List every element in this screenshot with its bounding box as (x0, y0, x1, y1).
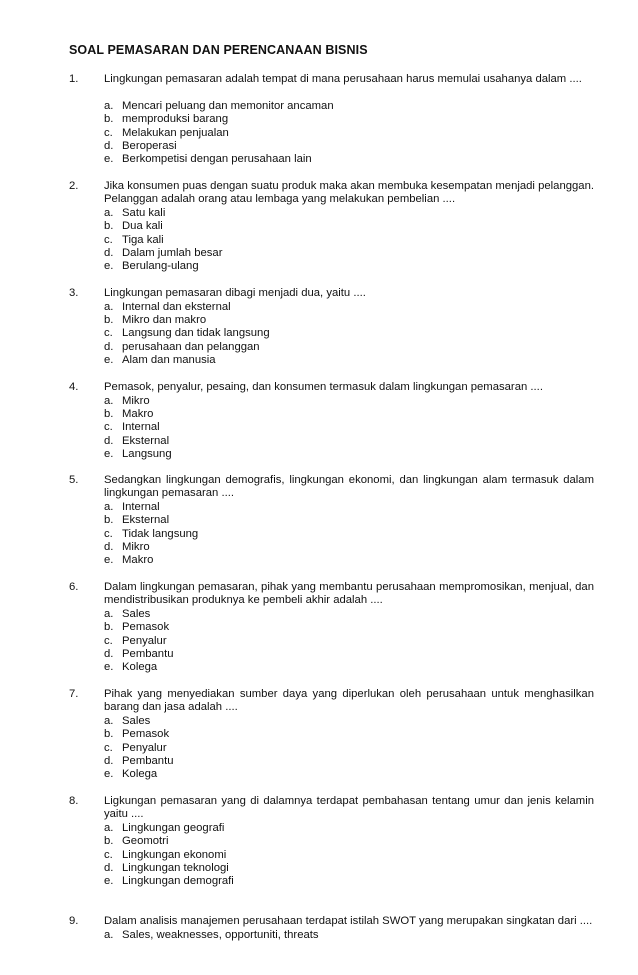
option-text: Makro (122, 408, 154, 421)
option-text: Makro (122, 554, 154, 567)
option-text: Pembantu (122, 647, 174, 660)
option-letter: e. (104, 875, 114, 888)
answer-option (104, 260, 222, 273)
answer-options (104, 715, 174, 781)
question-text: Sedangkan lingkungan demografis, lingkungan ekonomi, dan lingkungan alam termasuk dalam lingkungan pemasaran .... (104, 474, 594, 500)
option-text: Internal dan eksternal (122, 300, 231, 313)
answer-option (104, 528, 198, 541)
option-text: Geomotri (122, 835, 169, 848)
answer-option (104, 608, 174, 621)
option-text: Sales (122, 715, 151, 728)
answer-options (104, 822, 234, 888)
option-letter: a. (104, 501, 114, 514)
answer-option (104, 875, 234, 888)
answer-option (104, 435, 172, 448)
answer-options (104, 929, 319, 942)
option-letter: d. (104, 340, 114, 353)
question-text: Dalam analisis manajemen perusahaan terdapat istilah SWOT yang merupakan singkatan dari .... (104, 915, 593, 927)
answer-option (104, 849, 234, 862)
option-letter: c. (104, 848, 113, 861)
option-text: Beroperasi (122, 139, 177, 152)
option-text: Melakukan penjualan (122, 126, 229, 139)
answer-options (104, 608, 174, 674)
answer-option (104, 514, 198, 527)
question-number: 3. (69, 287, 79, 299)
option-text: Lingkungan ekonomi (122, 848, 227, 861)
option-text: Mikro dan makro (122, 314, 207, 327)
option-text: Langsung dan tidak langsung (122, 327, 270, 340)
answer-option (104, 220, 222, 233)
option-text: Tiga kali (122, 233, 164, 246)
answer-option (104, 862, 234, 875)
question-text: Pihak yang menyediakan sumber daya yang diperlukan oleh perusahaan untuk menghasilkan barang dan jasa adalah .... (104, 688, 594, 714)
answer-option (104, 715, 174, 728)
option-letter: e. (104, 661, 114, 674)
answer-option (104, 929, 319, 942)
option-letter: a. (104, 100, 114, 113)
answer-option (104, 127, 334, 140)
question-text: Lingkungan pemasaran dibagi menjadi dua, yaitu .... (104, 287, 366, 299)
option-letter: e. (104, 768, 114, 781)
question-number: 2. (69, 180, 79, 192)
option-text: Berulang-ulang (122, 260, 199, 273)
option-text: Mencari peluang dan memonitor ancaman (122, 100, 334, 113)
answer-option (104, 113, 334, 126)
option-text: Lingkungan teknologi (122, 861, 229, 874)
answer-option (104, 835, 234, 848)
answer-option (104, 234, 222, 247)
option-letter: e. (104, 353, 114, 366)
answer-option (104, 448, 172, 461)
option-text: Pembantu (122, 754, 174, 767)
option-text: Langsung (122, 447, 172, 460)
option-letter: b. (104, 621, 114, 634)
answer-option (104, 354, 270, 367)
option-letter: b. (104, 113, 114, 126)
option-text: Kolega (122, 768, 158, 781)
answer-option (104, 661, 174, 674)
answer-options (104, 501, 198, 567)
answer-option (104, 408, 172, 421)
option-letter: c. (104, 741, 113, 754)
option-letter: d. (104, 434, 114, 447)
option-letter: e. (104, 260, 114, 273)
option-letter: b. (104, 728, 114, 741)
option-text: Pemasok (122, 621, 170, 634)
answer-options (104, 395, 172, 461)
answer-option (104, 541, 198, 554)
option-text: Penyalur (122, 741, 167, 754)
answer-option (104, 755, 174, 768)
answer-options (104, 100, 334, 166)
answer-option (104, 501, 198, 514)
option-text: memproduksi barang (122, 113, 229, 126)
option-text: Dua kali (122, 220, 163, 233)
option-letter: e. (104, 554, 114, 567)
question-number: 8. (69, 795, 79, 807)
option-text: Lingkungan geografi (122, 822, 225, 835)
option-letter: e. (104, 153, 114, 166)
question-text: Pemasok, penyalur, pesaing, dan konsumen termasuk dalam lingkungan pemasaran .... (104, 381, 543, 393)
option-text: Kolega (122, 661, 158, 674)
option-text: Berkompetisi dengan perusahaan lain (122, 153, 312, 166)
option-letter: b. (104, 408, 114, 421)
option-text: Penyalur (122, 634, 167, 647)
answer-option (104, 207, 222, 220)
option-letter: d. (104, 139, 114, 152)
option-letter: c. (104, 327, 113, 340)
question-text: Lingkungan pemasaran adalah tempat di mana perusahaan harus memulai usahanya dalam .... (104, 73, 582, 85)
answer-option (104, 395, 172, 408)
answer-option (104, 341, 270, 354)
option-text: Sales (122, 608, 151, 621)
option-letter: a. (104, 300, 114, 313)
option-letter: a. (104, 928, 114, 941)
question-text: Jika konsumen puas dengan suatu produk maka akan membuka kesempatan menjadi pelanggan. Pelanggan adalah orang atau lembaga yang melakukan pembelian .... (104, 180, 594, 206)
option-text: Internal (122, 421, 160, 434)
option-text: Eksternal (122, 434, 170, 447)
option-text: Mikro (122, 540, 150, 553)
option-text: Lingkungan demografi (122, 875, 234, 888)
option-letter: a. (104, 822, 114, 835)
answer-option (104, 742, 174, 755)
option-letter: e. (104, 447, 114, 460)
option-letter: d. (104, 246, 114, 259)
answer-option (104, 140, 334, 153)
option-text: Sales, weaknesses, opportuniti, threats (122, 928, 319, 941)
option-letter: a. (104, 715, 114, 728)
answer-option (104, 421, 172, 434)
option-letter: b. (104, 314, 114, 327)
option-letter: a. (104, 608, 114, 621)
question-number: 9. (69, 915, 79, 927)
question-number: 1. (69, 73, 79, 85)
option-text: Alam dan manusia (122, 353, 216, 366)
answer-option (104, 768, 174, 781)
page-title: SOAL PEMASARAN DAN PERENCANAAN BISNIS (69, 43, 368, 57)
question-number: 6. (69, 581, 79, 593)
option-text: Mikro (122, 394, 150, 407)
answer-option (104, 635, 174, 648)
answer-option (104, 247, 222, 260)
option-letter: b. (104, 835, 114, 848)
question-number: 4. (69, 381, 79, 393)
option-letter: c. (104, 126, 113, 139)
option-text: Internal (122, 501, 160, 514)
answer-option (104, 554, 198, 567)
question-text: Dalam lingkungan pemasaran, pihak yang membantu perusahaan mempromosikan, menjual, dan mendistribusikan produknya ke pembeli akhir adalah .... (104, 581, 594, 607)
option-letter: d. (104, 861, 114, 874)
option-text: Tidak langsung (122, 527, 199, 540)
option-letter: c. (104, 634, 113, 647)
answer-options (104, 207, 222, 273)
answer-option (104, 301, 270, 314)
option-letter: c. (104, 527, 113, 540)
option-letter: b. (104, 220, 114, 233)
option-letter: a. (104, 207, 114, 220)
question-text: Ligkungan pemasaran yang di dalamnya terdapat pembahasan tentang umur dan jenis kelamin yaitu .... (104, 795, 594, 821)
question-number: 5. (69, 474, 79, 486)
answer-option (104, 648, 174, 661)
option-letter: c. (104, 421, 113, 434)
option-letter: c. (104, 233, 113, 246)
option-text: Pemasok (122, 728, 170, 741)
option-text: Dalam jumlah besar (122, 246, 223, 259)
answer-option (104, 822, 234, 835)
answer-option (104, 327, 270, 340)
option-text: Eksternal (122, 514, 170, 527)
answer-option (104, 100, 334, 113)
question-number: 7. (69, 688, 79, 700)
answer-option (104, 153, 334, 166)
option-text: Satu kali (122, 207, 166, 220)
option-letter: a. (104, 394, 114, 407)
option-letter: d. (104, 647, 114, 660)
answer-option (104, 314, 270, 327)
option-letter: d. (104, 540, 114, 553)
answer-options (104, 301, 270, 367)
answer-option (104, 621, 174, 634)
option-text: perusahaan dan pelanggan (122, 340, 260, 353)
option-letter: b. (104, 514, 114, 527)
option-letter: d. (104, 754, 114, 767)
answer-option (104, 728, 174, 741)
